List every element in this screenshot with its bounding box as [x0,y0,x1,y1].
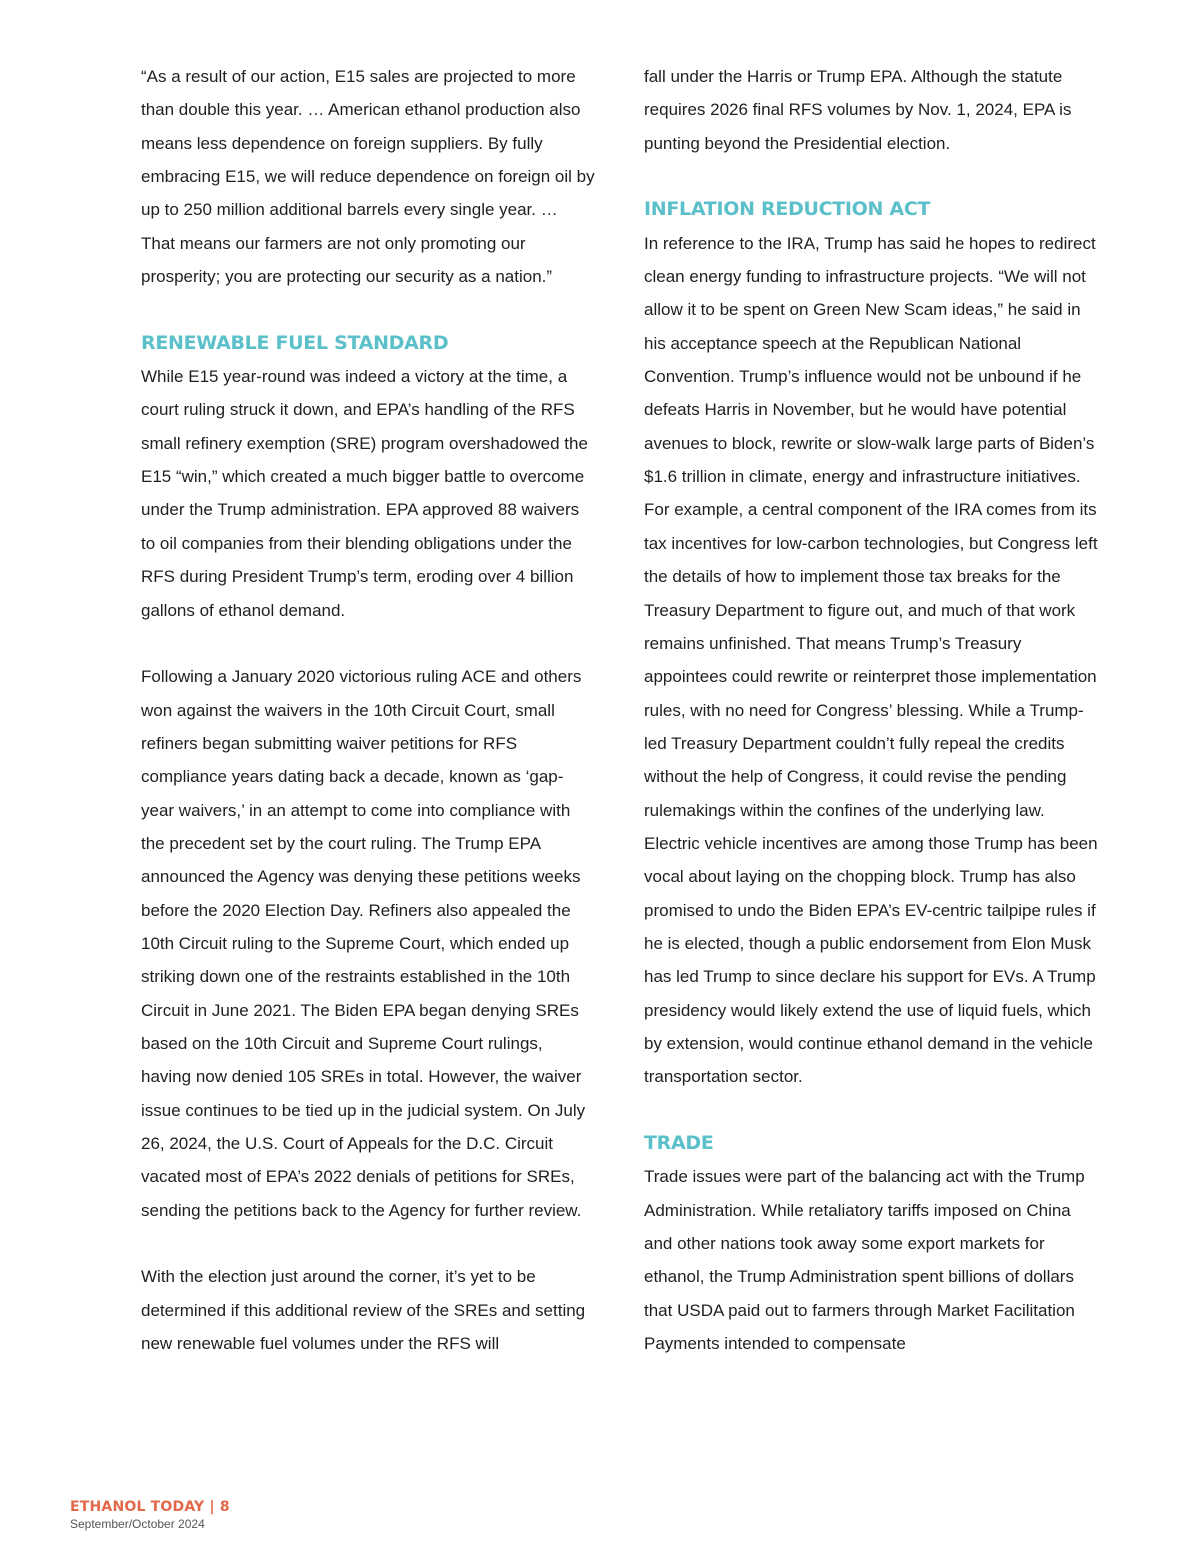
trade-paragraph: Trade issues were part of the balancing act with the Trump Administration. While retaliatory tariffs imposed on China and other nations took away some export markets for ethanol, the Trump Administration spent billions of dollars that USDA paid out to farmers through Market Facilitation Payments intended to compensate [644,1167,1085,1354]
continued-paragraph: fall under the Harris or Trump EPA. Although the statute requires 2026 final RFS volumes by Nov. 1, 2024, EPA is punting beyond the Presidential election. [644,67,1072,153]
quote-paragraph: “As a result of our action, E15 sales are projected to more than double this year. … American ethanol production also means less dependence on foreign suppliers. By fully embracing E15, we will reduce dependence on foreign oil by up to 250 million additional barrels every single year. … That means our farmers are not only promoting our prosperity; you are protecting our security as a nation.” [141,67,595,287]
page-footer [70,1497,230,1531]
ira-paragraph: In reference to the IRA, Trump has said he hopes to redirect clean energy funding to infrastructure projects. “We will not allow it to be spent on Green New Scam ideas,” he said in his acceptance speech at the Republican National Convention. Trump’s influence would not be unbound if he defeats Harris in November, but he would have potential avenues to block, rewrite or slow-walk large parts of Biden’s $1.6 trillion in climate, energy and infrastructure initiatives. For example, a central component of the IRA comes from its tax incentives for low-carbon technologies, but Congress left the details of how to implement those tax breaks for the Treasury Department to figure out, and much of that work remains unfinished. That means Trump’s Treasury appointees could rewrite or reinterpret those implementation rules, with no need for Congress’ blessing. While a Trump-led Treasury Department couldn’t fully repeal the credits without the help of Congress, it could revise the pending rulemakings within the confines of the underlying law. Electric vehicle incentives are among those Trump has been vocal about laying on the chopping block. Trump has also promised to undo the Biden EPA’s EV-centric tailpipe rules if he is elected, though a public endorsement from Elon Musk has led Trump to since declare his support for EVs. A Trump presidency would likely extend the use of liquid fuels, which by extension, would continue ethanol demand in the vehicle transportation sector. [644,233,1098,1087]
issue-date: September/October 2024 [70,1517,205,1531]
right-column [644,60,1100,1360]
publication-page-number: ETHANOL TODAY | 8 [70,1499,230,1515]
rfs-paragraph-3: With the election just around the corner, it’s yet to be determined if this additional review of the SREs and setting new renewable fuel volumes under the RFS will [141,1267,586,1354]
rfs-paragraph-1: While E15 year-round was indeed a victory at the time, a court ruling struck it down, and EPA’s handling of the RFS small refinery exemption (SRE) program overshadowed the E15 “win,” which created a much bigger battle to overcome under the Trump administration. EPA approved 88 waivers to oil companies from their blending obligations under the RFS during President Trump’s term, eroding over 4 billion gallons of ethanol demand. [141,367,588,620]
trade-heading: TRADE [644,1132,714,1154]
ira-heading: INFLATION REDUCTION ACT [644,198,931,221]
rfs-heading: RENEWABLE FUEL STANDARD [141,331,449,354]
left-column [141,60,596,1360]
rfs-paragraph-2: Following a January 2020 victorious ruling ACE and others won against the waivers in the 10th Circuit Court, small refiners began submitting waiver petitions for RFS compliance years dating back a decade, known as ‘gap-year waivers,’ in an attempt to come into compliance with the precedent set by the court ruling. The Trump EPA announced the Agency was denying these petitions weeks before the 2020 Election Day. Refiners also appealed the 10th Circuit ruling to the Supreme Court, which ended up striking down one of the restraints established in the 10th Circuit in June 2021. The Biden EPA began denying SREs based on the 10th Circuit and Supreme Court rulings, having now denied 105 SREs in total. However, the waiver issue continues to be tied up in the judicial system. On July 26, 2024, the U.S. Court of Appeals for the D.C. Circuit vacated most of EPA’s 2022 denials of petitions for SREs, sending the petitions back to the Agency for further review. [141,667,586,1220]
